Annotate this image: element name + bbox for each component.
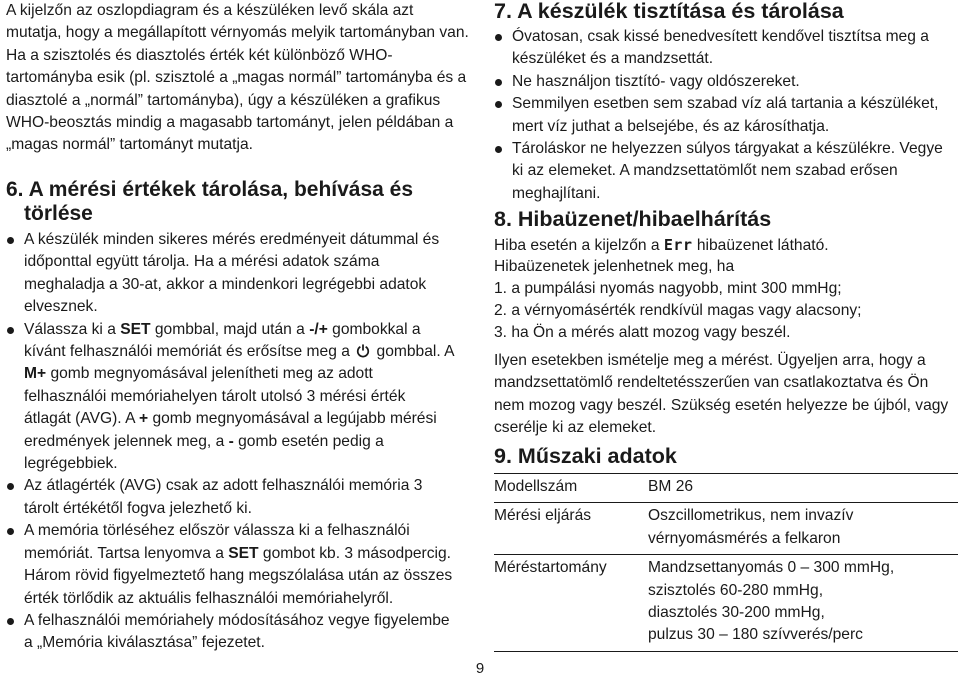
list-item [6,229,456,319]
list-item [6,475,456,520]
list-item-text: Óvatosan, csak kissé benedvesített kendővel tisztítsa meg a készüléket és a mandzsettát. [512,28,929,68]
storage-text: A készülék minden sikeres mérés eredményeit dátummal és időponttal együtt tárolja. Ha a mérési adatok száma meghaladja a 30-at, akkor a mindenkori legrégebbi adatok elvesznek. [24,231,440,316]
set-key-label: SET [228,544,259,562]
minus-plus-key-label: -/+ [309,320,328,338]
error-cause-3: 3. ha Ön a mérés alatt mozog vagy beszél. [494,324,791,341]
error-cause-1: 1. a pumpálási nyomás nagyobb, mint 300 mmHg; [494,280,842,297]
section-6-list [6,229,456,655]
text-run: gomb esetén pedig a legrégebbiek. [24,432,384,473]
spec-value-line: Mandzsettanyomás 0 – 300 mmHg, [648,559,895,577]
spec-value [648,555,958,652]
list-item [494,71,958,93]
spec-value: BM 26 [648,474,958,503]
error-remedy-paragraph: Ilyen esetekben ismételje meg a mérést. Ügyeljen arra, hogy a mandzsettatömlő rendeltetésszerűen van csatlakoztatva és Ön nem mozog vagy beszél. Szükség esetén helyezze be újból, vagy cserélje ki az elemeket. [494,352,949,437]
section-6-title-line1: 6. A mérési értékek tárolása, behívása és [6,178,414,201]
list-item [494,93,958,138]
avg-text: Az átlagérték (AVG) csak az adott felhasználói memória 3 tárolt értékétől fogva jelezhető ki. [24,477,423,517]
section-7-title: 7. A készülék tisztítása és tárolása [494,0,844,23]
text-run: gombbal, majd után a [150,320,310,338]
list-item [494,138,958,205]
spec-label: Modellszám [494,474,648,503]
spec-value-line: szisztolés 60-280 mmHg, [648,581,824,599]
err-code: Err [663,236,693,254]
text-run: gomb megnyomásával jelenítheti meg az adott felhasználói memóriahelyen tárolt utolsó 3 mérési érték átlagát (AVG). A [24,365,406,428]
spec-value-line: pulzus 30 – 180 szívverés/perc [648,626,863,644]
section-9-title: 9. Műszaki adatok [494,444,677,468]
power-icon [356,344,370,358]
list-item [494,26,958,71]
error-intro-line: Hibaüzenetek jelenhetnek meg, ha [494,258,735,275]
spec-label: Mérési eljárás [494,503,648,555]
list-item [6,610,456,655]
section-8-title: 8. Hibaüzenet/hibaelhárítás [494,207,772,231]
minus-key-label: - [228,432,234,450]
spec-value: Oszcillometrikus, nem invazív vérnyomásmérés a felkaron [648,503,958,555]
text-run: hibaüzenet látható. [692,237,829,254]
intro-paragraph: A kijelzőn az oszlopdiagram és a készüléken levő skála azt mutatja, hogy a megállapított vérnyomás melyik tartományban van. Ha a szisztolés és diasztolés érték két különböző WHO-tartományba esik (pl. szisztolé a „magas normál” tartományba és a diasztolé a „normál” tartományba), úgy a készüléken a grafikus WHO-beosztás mindig a magasabb tartományt, jelen példában a „magas normál” tartományt mutatja. [6,2,469,154]
memory-select-text: A felhasználói memóriahely módosításához vegye figyelembe a „Memória kiválasztása” fejezetet. [24,611,450,652]
specs-table [494,473,958,652]
text-run: Válassza ki a [24,320,121,338]
spec-label: Méréstartomány [494,555,648,652]
text-run: gomb megnyomásával a legújabb mérési eredmények jelennek meg, a [24,410,437,450]
list-item-text: Semmilyen esetben sem szabad víz alá tartania a készüléket, mert víz juthat a belsejébe, és az károsíthatja. [512,95,939,135]
list-item-text: Ne használjon tisztító- vagy oldószereket. [512,72,800,90]
section-7-list [494,26,958,205]
list-item-text: Tároláskor ne helyezzen súlyos tárgyakat a készülékre. Vegye ki az elemeket. A mandzsettatömlőt nem szabad erősen meghajlítani. [512,140,943,202]
table-row [494,474,958,503]
error-display-line [494,234,958,257]
page-number: 9 [475,660,485,677]
section-6-title-line2: törlése [24,202,93,225]
plus-key-label: + [139,410,149,428]
set-key-label: SET [120,320,151,338]
list-item [6,520,456,610]
text-run: gombbal. A [372,343,454,361]
text-run: gombokkal a kívánt felhasználói memóriát és erősítse meg a [24,320,421,361]
section-6-title [6,178,446,226]
text-run: Hiba esetén a kijelzőn a [494,237,664,254]
spec-value-line: diasztolés 30-200 mmHg, [648,604,825,622]
text-run: A memória törléséhez először válassza ki a felhasználói memóriát. Tartsa lenyomva a [24,522,410,562]
error-cause-2: 2. a vérnyomásérték rendkívül magas vagy alacsony; [494,302,862,319]
list-item [6,319,456,476]
text-run: gombot kb. 3 másodpercig. Három rövid figyelmeztető hang megszólalása után az összes érték törlődik az aktuális felhasználói memóriahelyről. [24,544,453,607]
table-row [494,555,958,652]
table-row [494,503,958,555]
m-plus-key-label: M+ [24,365,47,383]
